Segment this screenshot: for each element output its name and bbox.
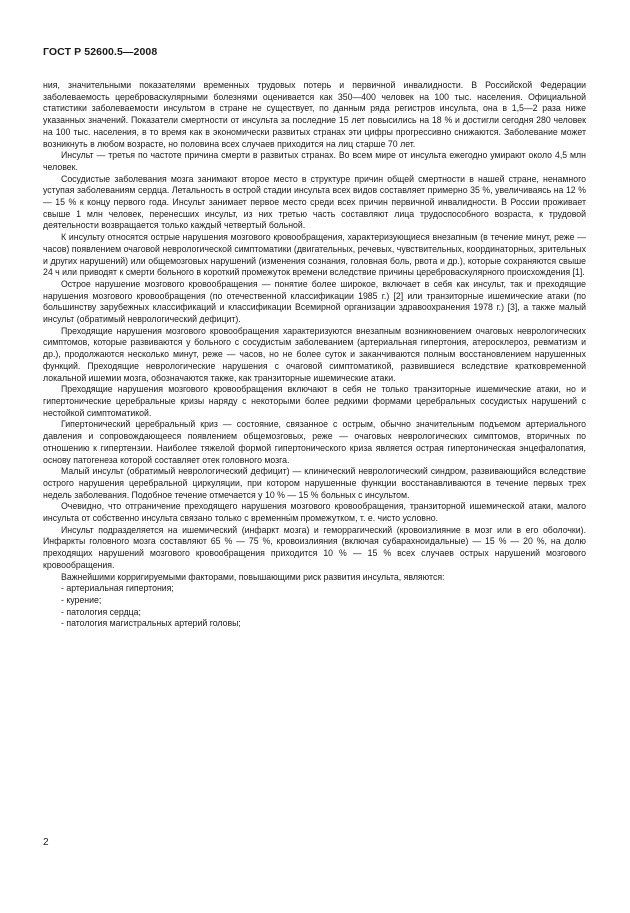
paragraph: Очевидно, что отграничение преходящего нарушения мозгового кровообращения, транзиторной ишемической атаки, малого инсульта от собственно инсульта связано только с временны́м промежутком, т. е. чисто условно.: [43, 501, 586, 524]
paragraph: ния, значительными показателями временных трудовых потерь и первичной инвалидности. В Российской Федерации заболеваемость цереброваскулярными болезнями оценивается как 350—400 человек на 100 тыс. населения. Официальной статистики заболеваемости инсультом в стране не существует, по данным ряда регистров инсульта, она в 1,5—2 раза ниже указанных значений. Показатели смертности от инсульта за последние 15 лет повысились на 18 % и достигли сегодня 280 человек на 100 тыс. населения, в то время как в экономически развитых странах эти цифры прогрессивно снижаются. Заболевание может возникнуть в любом возрасте, но половина всех случаев приходится на лиц старше 70 лет.: [43, 80, 586, 149]
paragraph: Инсульт подразделяется на ишемический (инфаркт мозга) и геморрагический (кровоизлияние в мозг или в его оболочки). Инфаркты головного мозга составляют 65 % — 75 %, кровоизлияния (включая субарахноидальные) — 15 % — 20 %, на долю преходящих нарушений мозгового кровообращения приходится 10 % — 15 % всех случаев острых нарушений мозгового кровообращения.: [43, 524, 586, 570]
paragraph: Острое нарушение мозгового кровообращения — понятие более широкое, включает в себя как инсульт, так и преходящие нарушения мозгового кровообращения (по отечественной классификации 1985 г.) [2] или транзиторные ишемические атаки (по большинству зарубежных классификаций и классификации Всемирной организации здравоохранения 1978 г.) [3], а также малый инсульт (обратимый неврологический дефицит).: [43, 278, 586, 325]
paragraph: Преходящие нарушения мозгового кровообращения включают в себя не только транзиторные ишемические атаки, но и гипертонические церебральные кризы наряду с некоторыми более редкими формами церебральных сосудистых нарушений с нестойкой симптоматикой.: [43, 384, 586, 418]
list-item: - курение;: [61, 594, 102, 605]
list-item: - артериальная гипертония;: [61, 583, 174, 594]
document-body: [43, 80, 586, 630]
paragraph: Важнейшими корригируемыми факторами, повышающими риск развития инсульта, являются:: [61, 571, 445, 582]
page-number: 2: [43, 837, 49, 848]
list-item: - патология сердца;: [61, 606, 141, 617]
paragraph: Гипертонический церебральный криз — состояние, связанное с острым, обычно значительным подъемом артериального давления и сопровождающееся появлением общемозговых, реже — очаговых неврологических симптомов, вторичных по отношению к гипертензии. Наиболее тяжелой формой гипертонического криза является острая гипертоническая энцефалопатия, основу патогенеза которой составляет отек головного мозга.: [43, 419, 586, 465]
paragraph: Преходящие нарушения мозгового кровообращения характеризуются внезапным возникновением очаговых неврологических симптомов, которые развиваются у больного с сосудистым заболеванием (артериальная гипертония, атеросклероз, ревматизм и др.), продолжаются несколько минут, реже — часов, но не более суток и заканчиваются полным восстановлением нарушенных функций. Преходящие неврологические нарушения с очаговой симптоматикой, развившиеся вследствие кратковременной локальной ишемии мозга, обозначаются также, как транзиторные ишемические атаки.: [43, 325, 586, 383]
paragraph: Инсульт — третья по частоте причина смерти в развитых странах. Во всем мире от инсульта ежегодно умирают около 4,5 млн человек.: [43, 150, 586, 172]
list-item: - патология магистральных артерий головы;: [61, 618, 241, 629]
paragraph: Малый инсульт (обратимый неврологический дефицит) — клинический неврологический синдром, развивающийся вследствие острого нарушения церебральной циркуляции, при котором нарушенные функции восстанавливаются в течение первых трех недель заболевания. Подобное течение отмечается у 10 % — 15 % больных с инсультом.: [43, 466, 586, 500]
document-header: ГОСТ Р 52600.5—2008: [43, 46, 158, 58]
paragraph: К инсульту относятся острые нарушения мозгового кровообращения, характеризующиеся внезапным (в течение минут, реже — часов) появлением очаговой неврологической симптоматики (двигательных, речевых, чувствительных, координаторных, зрительных и других нарушений) или общемозговых нарушений (изменения сознания, головная боль, рвота и др.), которые сохраняются свыше 24 ч или приводят к смерти больного в короткий промежуток времени вследствие причины цереброваскулярного происхождения [1].: [43, 232, 586, 278]
paragraph: Сосудистые заболевания мозга занимают второе место в структуре причин общей смертности в нашей стране, ненамного уступая заболеваниям сердца. Летальность в острой стадии инсульта всех видов составляет примерно 35 %, увеличиваясь на 12 % — 15 % к концу первого года. Инсульт занимает первое место среди всех причин первичной инвалидности. В России проживает свыше 1 млн человек, перенесших инсульт, из них третью часть составляют лица трудоспособного возраста, к трудовой деятельности возвращается только каждый четвертый больной.: [43, 173, 586, 231]
